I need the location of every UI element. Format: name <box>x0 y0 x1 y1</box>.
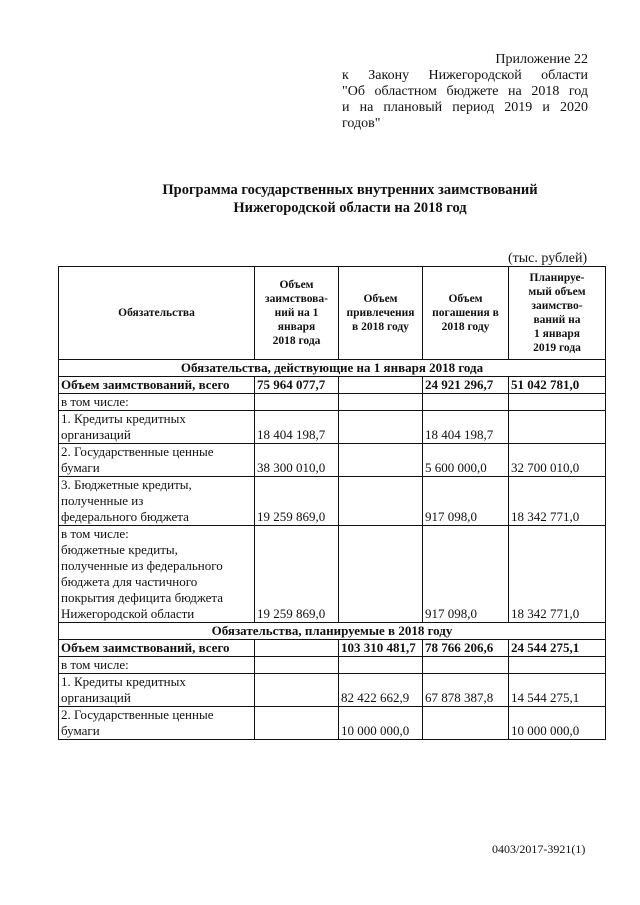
cell-attraction <box>339 377 423 394</box>
cell-repayment <box>423 657 509 674</box>
row-label <box>59 674 255 707</box>
label-line: Объем заимствований, всего <box>61 640 230 655</box>
cell-repayment <box>423 707 509 740</box>
table-row <box>59 444 606 477</box>
label-line: в том числе: <box>61 394 129 409</box>
section-heading: Обязательства, планируемые в 2018 году <box>59 623 606 640</box>
cell-volume-start: 19 259 869,0 <box>255 526 339 623</box>
table-row <box>59 707 606 740</box>
document-code: 0403/2017-3921(1) <box>492 842 586 856</box>
header-line: 1 января <box>533 328 581 340</box>
header-line: Планируе- <box>529 272 585 284</box>
header-line: заимствова- <box>265 293 328 305</box>
cell-planned: 18 342 771,0 <box>509 526 606 623</box>
cell-repayment: 78 766 206,6 <box>423 640 509 657</box>
cell-attraction <box>339 477 423 526</box>
section-heading: Обязательства, действующие на 1 января 2018 года <box>59 360 606 377</box>
table-row <box>59 477 606 526</box>
appendix-line: к Закону Нижегородской области <box>342 68 588 83</box>
row-label <box>59 394 255 411</box>
header-line: в 2018 году <box>352 321 409 333</box>
cell-planned <box>509 657 606 674</box>
row-label <box>59 707 255 740</box>
cell-planned: 10 000 000,0 <box>509 707 606 740</box>
appendix-line: Приложение 22 <box>495 52 588 67</box>
label-line: в том числе: <box>61 526 129 541</box>
row-label <box>59 640 255 657</box>
section-row <box>59 360 606 377</box>
cell-volume-start: 75 964 077,7 <box>255 377 339 394</box>
cell-attraction <box>339 657 423 674</box>
label-line: бумаги <box>61 723 100 738</box>
header-obligations: Обязательства <box>59 267 255 360</box>
table-row <box>59 394 606 411</box>
table-row <box>59 377 606 394</box>
cell-volume-start <box>255 394 339 411</box>
row-label <box>59 657 255 674</box>
row-label <box>59 526 255 623</box>
cell-attraction <box>339 411 423 444</box>
label-line: покрытия дефицита бюджета <box>61 590 224 605</box>
appendix-line: годов" <box>342 116 381 131</box>
cell-planned: 32 700 010,0 <box>509 444 606 477</box>
cell-planned: 24 544 275,1 <box>509 640 606 657</box>
header-line: ваний на <box>533 314 581 326</box>
title-line: Программа государственных внутренних заимствований <box>162 182 538 198</box>
cell-volume-start <box>255 707 339 740</box>
table-row <box>59 640 606 657</box>
header-line: Объем <box>279 279 314 291</box>
header-volume-start <box>255 267 339 360</box>
cell-repayment: 24 921 296,7 <box>423 377 509 394</box>
title-line: Нижегородской области на 2018 год <box>233 200 467 216</box>
cell-planned: 14 544 275,1 <box>509 674 606 707</box>
row-label <box>59 411 255 444</box>
cell-planned: 51 042 781,0 <box>509 377 606 394</box>
cell-volume-start <box>255 657 339 674</box>
table-row <box>59 657 606 674</box>
header-line: привлечения <box>346 307 415 319</box>
row-label <box>59 444 255 477</box>
cell-volume-start <box>255 640 339 657</box>
appendix-line: и на плановый период 2019 и 2020 <box>342 100 588 115</box>
document-title <box>60 181 640 217</box>
label-line: организаций <box>61 427 131 442</box>
label-line: Нижегородской области <box>61 606 195 621</box>
label-line: 1. Кредиты кредитных <box>61 674 186 689</box>
label-line: 2. Государственные ценные <box>61 707 214 722</box>
label-line: 3. Бюджетные кредиты, <box>61 477 192 492</box>
label-line: бюджета для частичного <box>61 574 198 589</box>
label-line: полученные из <box>61 493 144 508</box>
header-planned-volume <box>509 267 606 360</box>
cell-planned <box>509 394 606 411</box>
cell-planned: 18 342 771,0 <box>509 477 606 526</box>
label-line: бумаги <box>61 460 100 475</box>
label-line: в том числе: <box>61 657 129 672</box>
cell-volume-start <box>255 674 339 707</box>
header-line: Объем <box>363 293 398 305</box>
cell-repayment <box>423 394 509 411</box>
cell-planned <box>509 411 606 444</box>
header-line: ний на 1 <box>274 307 319 319</box>
cell-repayment: 917 098,0 <box>423 526 509 623</box>
header-line: 2019 года <box>533 342 581 354</box>
cell-attraction <box>339 526 423 623</box>
borrowing-table <box>58 266 606 740</box>
appendix-line: "Об областном бюджете на 2018 год <box>342 84 588 99</box>
header-line: заимство- <box>531 300 583 312</box>
cell-volume-start: 38 300 010,0 <box>255 444 339 477</box>
label-line: бюджетные кредиты, <box>61 542 178 557</box>
cell-attraction: 103 310 481,7 <box>339 640 423 657</box>
header-row <box>59 267 606 360</box>
row-label <box>59 377 255 394</box>
header-line: января <box>277 321 316 333</box>
units-note: (тыс. рублей) <box>508 251 588 266</box>
cell-repayment: 18 404 198,7 <box>423 411 509 444</box>
cell-repayment: 67 878 387,8 <box>423 674 509 707</box>
header-line: 2018 году <box>441 321 490 333</box>
header-line: мый объем <box>528 286 586 298</box>
label-line: Объем заимствований, всего <box>61 377 230 392</box>
cell-volume-start: 18 404 198,7 <box>255 411 339 444</box>
section-row <box>59 623 606 640</box>
table-row <box>59 674 606 707</box>
label-line: организаций <box>61 690 131 705</box>
header-line: погашения в <box>432 307 499 319</box>
header-repayment <box>423 267 509 360</box>
table-row <box>59 526 606 623</box>
row-label <box>59 477 255 526</box>
cell-repayment: 5 600 000,0 <box>423 444 509 477</box>
cell-attraction <box>339 444 423 477</box>
cell-volume-start: 19 259 869,0 <box>255 477 339 526</box>
label-line: 1. Кредиты кредитных <box>61 411 186 426</box>
header-attraction <box>339 267 423 360</box>
table-row <box>59 411 606 444</box>
cell-attraction <box>339 394 423 411</box>
appendix-note <box>342 52 588 132</box>
label-line: полученные из федерального <box>61 558 223 573</box>
header-line: Объем <box>448 293 483 305</box>
label-line: федерального бюджета <box>61 509 189 524</box>
header-line: 2018 года <box>272 335 321 347</box>
cell-attraction: 82 422 662,9 <box>339 674 423 707</box>
label-line: 2. Государственные ценные <box>61 444 214 459</box>
cell-attraction: 10 000 000,0 <box>339 707 423 740</box>
cell-repayment: 917 098,0 <box>423 477 509 526</box>
